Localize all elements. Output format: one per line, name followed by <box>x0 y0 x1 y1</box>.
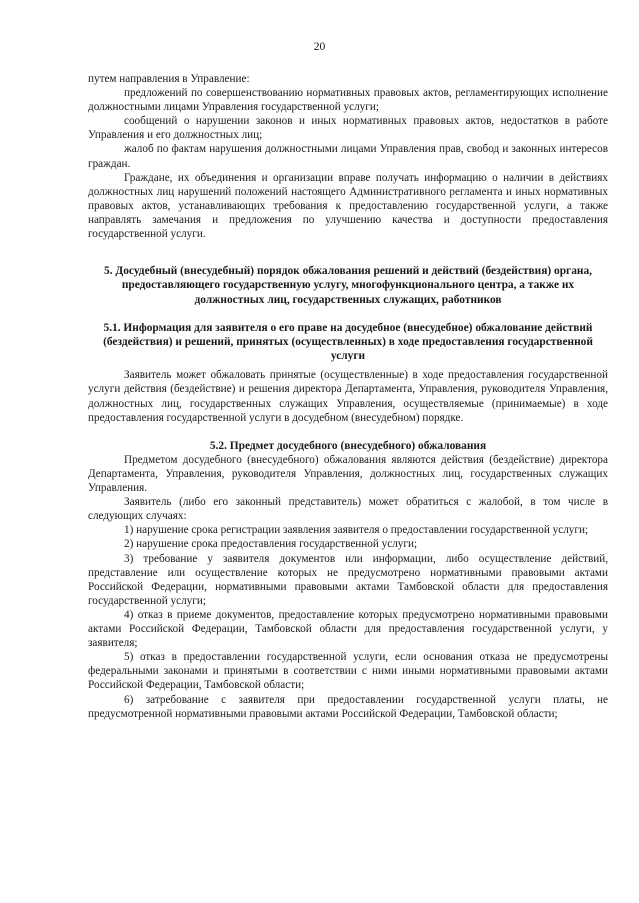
list-item: 1) нарушение срока регистрации заявления заявителя о предоставлении государственной услуги; <box>124 524 589 537</box>
list-item: 3) требование у заявителя документов или информации, либо осуществление действий, представление или осуществление которых не предусмотрено нормативными правовыми актами Российской Федерации, нормативными правовыми актами Тамбовской области для предоставления государственной услуги; <box>88 552 608 607</box>
page-number: 20 <box>313 41 326 53</box>
paragraph: предложений по совершенствованию нормативных правовых актов, регламентирующих исполнение должностными лицами Управления государственной услуги; <box>88 87 608 114</box>
paragraph: Заявитель может обжаловать принятые (осуществленные) в ходе предоставления государственной услуги действия (бездействие) и решения директора Департамента, Управления, руководителя Управления, должностных лиц, государственных служащих Управления, осуществляемые (принимаемые) в ходе предоставления государственной услуги в досудебном (внесудебном) порядке. <box>88 369 608 424</box>
paragraph: Граждане, их объединения и организации вправе получать информацию о наличии в действиях должностных лиц нарушений положений настоящего Административного регламента и иных нормативных правовых актов, устанавливающих требования к предоставлению государственной услуги, а также направлять замечания и предложения по улучшению качества и доступности предоставления государственной услуги. <box>88 171 608 241</box>
paragraph: Предметом досудебного (внесудебного) обжалования являются действия (бездействие) директора Департамента, Управления, руководителя Управления, должностных лиц, государственных служащих Управления. <box>88 453 608 495</box>
section-heading-5-1: 5.1. Информация для заявителя о его праве на досудебное (внесудебное) обжалование действий (бездействия) и решений, принятых (осуществленных) в ходе предоставления государственной услуги <box>103 321 593 363</box>
list-item: 2) нарушение срока предоставления государственной услуги; <box>124 538 418 551</box>
paragraph: Заявитель (либо его законный представитель) может обратиться с жалобой, в том числе в следующих случаях: <box>88 496 608 523</box>
list-item: 5) отказ в предоставлении государственной услуги, если основания отказа не предусмотрены федеральными законами и принятыми в соответствии с ними иными нормативными правовыми актами Российской Федерации, Тамбовской области; <box>88 651 608 692</box>
paragraph: путем направления в Управление: <box>88 73 250 85</box>
document-body <box>88 72 608 721</box>
list-item: 4) отказ в приеме документов, предоставление которых предусмотрено нормативными правовыми актами Российской Федерации, Тамбовской области для предоставления государственной услуги, у заявителя; <box>88 608 608 650</box>
list-item: 6) затребование с заявителя при предоставлении государственной услуги платы, не предусмотренной нормативными правовыми актами Российской Федерации, Тамбовской области; <box>88 693 608 720</box>
paragraph: сообщений о нарушении законов и иных нормативных правовых актов, недостатков в работе Управления и его должностных лиц; <box>88 115 608 142</box>
section-heading-5: 5. Досудебный (внесудебный) порядок обжалования решений и действий (бездействия) органа, предоставляющего государственную услугу, многофункционального центра, а также их должностных лиц, государственных служащих, работников <box>104 265 592 306</box>
paragraph: жалоб по фактам нарушения должностными лицами Управления прав, свобод и законных интересов граждан. <box>88 143 608 170</box>
section-heading-5-2: 5.2. Предмет досудебного (внесудебного) обжалования <box>209 439 487 452</box>
